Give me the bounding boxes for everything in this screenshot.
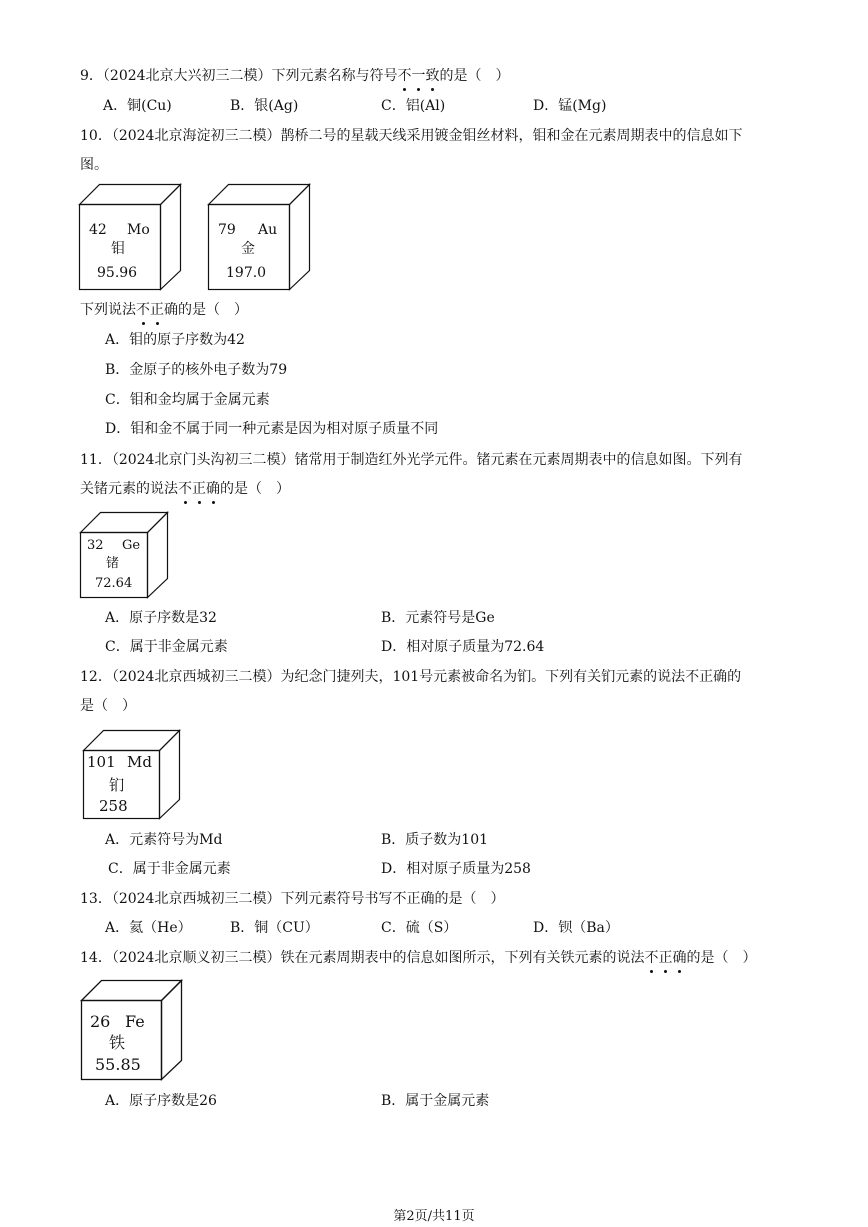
question-12-stem-line2: 是（ ）	[80, 698, 136, 714]
element-card-fe	[81, 980, 182, 1080]
page-footer: 第2页/共11页	[393, 1209, 475, 1224]
element-mass: 72.64	[95, 576, 133, 591]
element-mass: 197.0	[226, 265, 267, 281]
element-number: 79	[218, 222, 236, 238]
question-14-option-a: A．原子序数是26	[105, 1093, 217, 1109]
question-11-stem-line2: 关锗元素的说法不正确的是（ ）	[80, 481, 290, 497]
question-13-option-a: A．氦（He）	[105, 920, 192, 936]
element-name: 钼	[111, 241, 125, 257]
question-11-stem-line1: 11．（2024北京门头沟初三二模）锗常用于制造红外光学元件。锗元素在元素周期表中的信息如图。下列有	[80, 452, 743, 468]
question-14-option-b: B．属于金属元素	[381, 1093, 490, 1109]
question-11-option-b: B．元素符号是Ge	[381, 610, 495, 626]
element-mass: 258	[99, 797, 128, 815]
question-12-option-c: C．属于非金属元素	[108, 861, 231, 877]
question-9-option-d: D．锰(Mg)	[533, 98, 607, 114]
element-symbol: Fe	[125, 1012, 145, 1031]
element-name: 金	[241, 241, 255, 257]
question-12-option-d: D．相对原子质量为258	[381, 861, 531, 877]
question-14-stem: 14．（2024北京顺义初三二模）铁在元素周期表中的信息如图所示，下列有关铁元素的说法不正确的是（ ）	[80, 950, 757, 966]
element-mass: 95.96	[97, 265, 138, 281]
question-10-stem-line1: 10．（2024北京海淀初三二模）鹊桥二号的星载天线采用镀金钼丝材料，钼和金在元素周期表中的信息如下	[80, 128, 743, 144]
question-13-option-b: B．铜（CU）	[230, 920, 319, 936]
element-symbol: Ge	[122, 538, 141, 553]
question-13-option-d: D．钡（Ba）	[533, 920, 619, 936]
element-number: 26	[90, 1012, 111, 1031]
question-10-option-c: C．钼和金均属于金属元素	[105, 392, 270, 408]
question-9-option-b: B．银(Ag)	[230, 98, 299, 114]
question-10-option-d: D．钼和金不属于同一种元素是因为相对原子质量不同	[105, 421, 439, 437]
element-name: 铁	[109, 1033, 126, 1052]
element-card-au	[208, 184, 310, 290]
element-card-md	[83, 730, 180, 819]
question-9-option-a: A．铜(Cu)	[103, 98, 172, 114]
question-11-option-d: D．相对原子质量为72.64	[381, 639, 545, 655]
question-12-option-a: A．元素符号为Md	[105, 832, 223, 848]
question-10-prompt: 下列说法不正确的是（ ）	[80, 302, 248, 318]
element-card-ge	[80, 512, 168, 598]
question-12-option-b: B．质子数为101	[381, 832, 489, 848]
question-10-option-b: B．金原子的核外电子数为79	[105, 362, 288, 378]
question-10-option-a: A．钼的原子序数为42	[105, 332, 245, 348]
element-name: 钔	[109, 776, 125, 794]
element-symbol: Mo	[127, 222, 150, 238]
element-mass: 55.85	[95, 1055, 141, 1074]
question-9-stem: 9．（2024北京大兴初三二模）下列元素名称与符号不一致的是（ ）	[80, 68, 510, 84]
element-symbol: Au	[258, 222, 278, 238]
question-9-option-c: C．铝(Al)	[381, 98, 446, 114]
question-11-option-a: A．原子序数是32	[105, 610, 217, 626]
element-name: 锗	[106, 556, 120, 571]
element-number: 32	[87, 538, 104, 553]
question-13-option-c: C．硫（S）	[381, 920, 458, 936]
question-11-option-c: C．属于非金属元素	[105, 639, 228, 655]
question-10-stem-line2: 图。	[80, 157, 108, 173]
element-card-mo	[79, 184, 181, 290]
question-12-stem-line1: 12．（2024北京西城初三二模）为纪念门捷列夫，101号元素被命名为钔。下列有关钔元素的说法不正确的	[80, 669, 742, 685]
element-number: 42	[89, 222, 107, 238]
question-13-stem: 13．（2024北京西城初三二模）下列元素符号书写不正确的是（ ）	[80, 891, 505, 907]
element-number: 101	[87, 753, 116, 771]
element-symbol: Md	[127, 753, 152, 771]
